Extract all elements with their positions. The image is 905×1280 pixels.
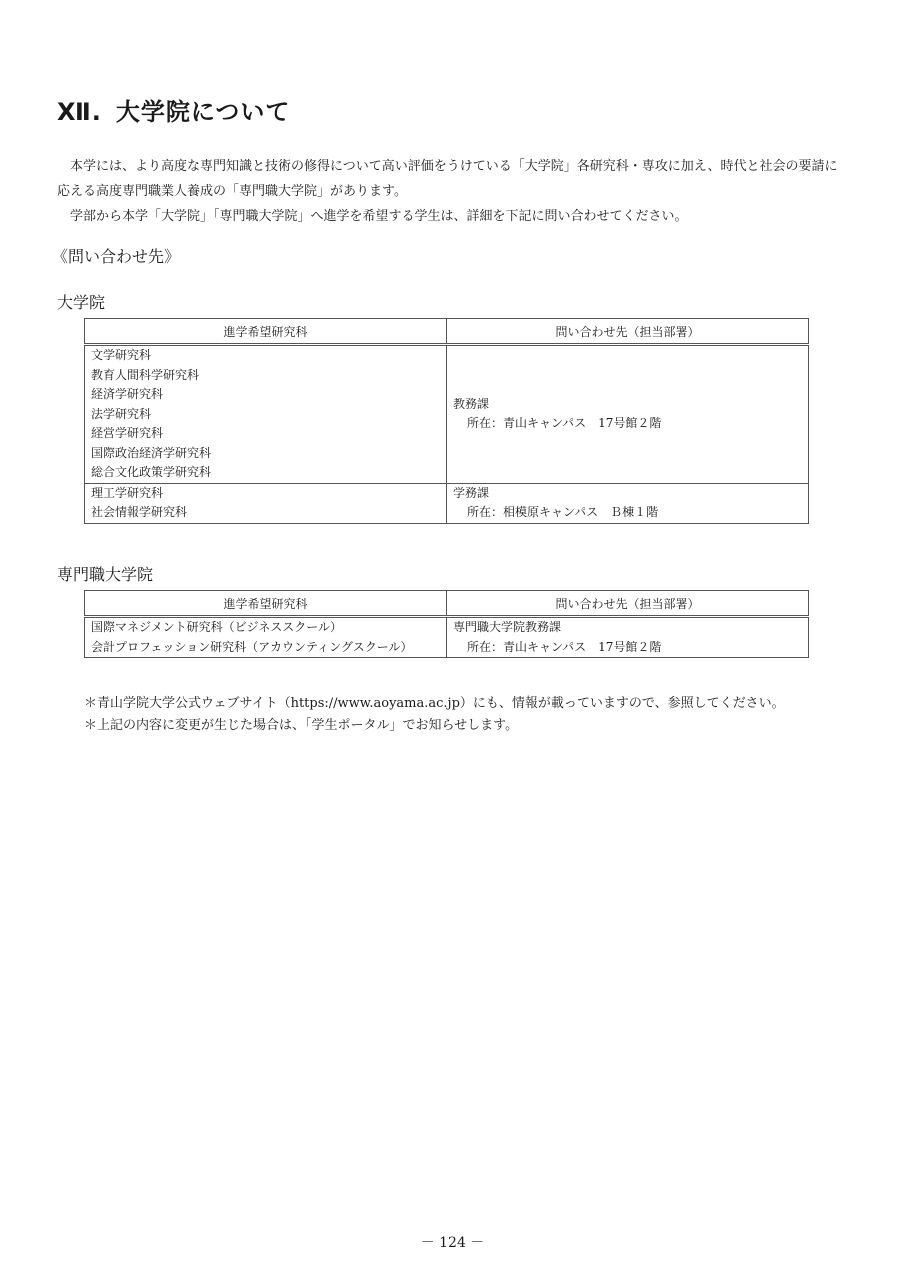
section-number: Ⅻ. (57, 98, 102, 126)
column-header-school: 進学希望研究科 (85, 591, 447, 617)
note-website: ＊青山学院大学公式ウェブサイト（https://www.aoyama.ac.jp）にも、情報が載っていますので、参照してください。 (84, 696, 785, 711)
note-portal: ＊上記の内容に変更が生じた場合は、「学生ポータル」でお知らせします。 (84, 718, 519, 733)
office-location: 所在：青山キャンパス 17号館２階 (467, 639, 662, 654)
school-name: 国際政治経済学研究科 (91, 445, 212, 460)
school-list (85, 345, 447, 484)
school-list (85, 483, 447, 523)
school-name: 国際マネジメント研究科（ビジネススクール） (91, 620, 343, 634)
office-name: 専門職大学院教務課 (453, 620, 562, 634)
professional-heading: 専門職大学院 (57, 565, 154, 584)
table-row (85, 345, 809, 484)
page-title (57, 92, 290, 127)
column-header-contact: 問い合わせ先（担当部署） (447, 319, 809, 345)
table-header-row (85, 319, 809, 345)
graduate-heading: 大学院 (57, 293, 106, 312)
contact-heading: 《問い合わせ先》 (52, 247, 181, 266)
intro-text (57, 154, 847, 229)
school-name: 文学研究科 (91, 348, 152, 362)
page-number: － 124 － (420, 1235, 485, 1251)
professional-table (84, 590, 809, 658)
school-name: 会計プロフェッション研究科（アカウンティングスクール） (91, 639, 413, 654)
office-location: 所在：相模原キャンパス Ｂ棟１階 (467, 505, 659, 519)
column-header-contact: 問い合わせ先（担当部署） (447, 591, 809, 617)
table-header-row (85, 591, 809, 617)
school-name: 教育人間科学研究科 (91, 367, 200, 382)
graduate-table (84, 318, 809, 524)
table-row (85, 483, 809, 523)
intro-paragraph-1: 本学には、より高度な専門知識と技術の修得について高い評価をうけている「大学院」各研究科・専攻に加え、時代と社会の要請に応える高度専門職業人養成の「専門職大学院」があります。 (57, 159, 838, 199)
contact-cell (447, 345, 809, 484)
notes (84, 693, 785, 737)
school-name: 経済学研究科 (91, 387, 164, 401)
column-header-school: 進学希望研究科 (85, 319, 447, 345)
intro-paragraph-2: 学部から本学「大学院」「専門職大学院」へ進学を希望する学生は、詳細を下記に問い合わせてください。 (70, 209, 688, 224)
school-name: 経営学研究科 (91, 426, 164, 440)
school-list (85, 617, 447, 658)
table-row (85, 617, 809, 658)
title-text: 大学院について (115, 98, 291, 126)
school-name: 理工学研究科 (91, 485, 164, 500)
office-name: 学務課 (453, 485, 490, 500)
office-location: 所在：青山キャンパス 17号館２階 (467, 416, 662, 431)
school-name: 社会情報学研究科 (91, 505, 188, 519)
school-name: 法学研究科 (91, 406, 152, 421)
office-name: 教務課 (453, 396, 490, 411)
contact-cell (447, 617, 809, 658)
school-name: 総合文化政策学研究科 (91, 465, 212, 479)
contact-cell (447, 483, 809, 523)
